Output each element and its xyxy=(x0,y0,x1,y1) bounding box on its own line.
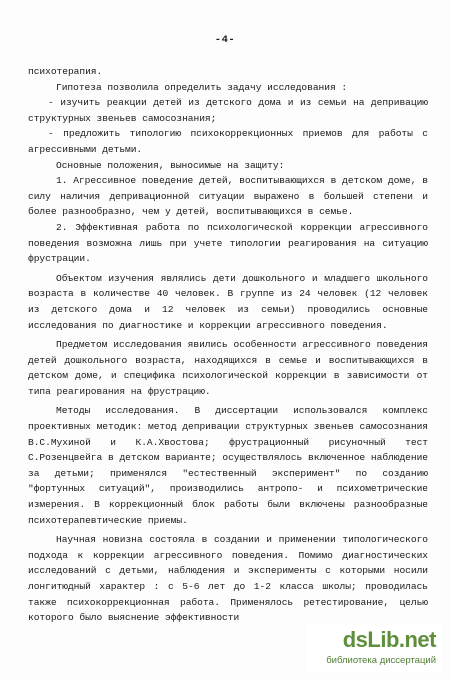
paragraph-continuation: психотерапия. xyxy=(28,66,103,77)
watermark-logo: dsLib.net xyxy=(342,627,436,652)
document-body xyxy=(28,64,428,626)
paragraph-subject: Предметом исследования явились особенности агрессивного поведения детей дошкольного возраста, находящихся в семье и воспитывающихся в детском доме, и специфика психологической коррекции в зависимости от типа реагирования на фрустрацию. xyxy=(28,339,428,397)
paragraph-task-1: - изучить реакции детей из детского дома и из семьи на депривацию структурных звеньев самосознания; xyxy=(28,97,428,124)
paragraph-hypothesis: Гипотеза позволила определить задачу исследования : xyxy=(56,81,348,93)
paragraph-object: Объектом изучения являлись дети дошкольного и младшего школьного возраста в количестве 40 человек. В группе из 24 человек (12 человек из детского дома и 12 человек из семьи) проводились основные исследования по диагностике и коррекции агрессивного поведения. xyxy=(28,272,428,331)
paragraph-methods: Методы исследования. В диссертации использовался комплекс проективных методик: метод депривации структурных звеньев самосознания В.С.Мухиной и К.А.Хвостова; фрустрационный рисуночный тест С.Розенцвейга в детском варианте; осуществлялось включенное наблюдение за детьми; применялся "естественный эксперимент" по созданию "фортунных ситуаций", производились антропо- и психометрические измерения. В коррекционный блок работы были включены разнообразные психотерапевтические приемы. xyxy=(28,405,428,526)
paragraph-defense-point-2: 2. Эффективная работа по психологической коррекции агрессивного поведения возможна лишь при учете типологии реагирования на ситуацию фрустрации. xyxy=(28,221,428,265)
site-watermark xyxy=(306,623,442,673)
paragraph-novelty: Научная новизна состояла в создании и применении типологического подхода к коррекции агрессивного поведения. Помимо диагностических исследований с детьми, наблюдения и эксперименты с которыми носили лонгитюдный характер : с 5-6 лет до 1-2 класса школы; проводилась также психокоррекционная работа. Применялось ретестирование, целью которого было выяснение эффективности xyxy=(28,534,428,624)
paragraph-defense-heading: Основные положения, выносимые на защиту: xyxy=(56,159,285,171)
paragraph-defense-point-1: 1. Агрессивное поведение детей, воспитывающихся в детском доме, в силу наличия депривационной ситуации выражено в большей степени и более разнообразно, чем у детей, воспитывающихся в семье. xyxy=(28,175,428,218)
page-number: -4- xyxy=(214,34,236,46)
paragraph-task-2: - предложить типологию психокоррекционных приемов для работы с агрессивными детьми. xyxy=(28,128,428,155)
watermark-subtitle: библиотека диссертаций xyxy=(326,655,436,666)
